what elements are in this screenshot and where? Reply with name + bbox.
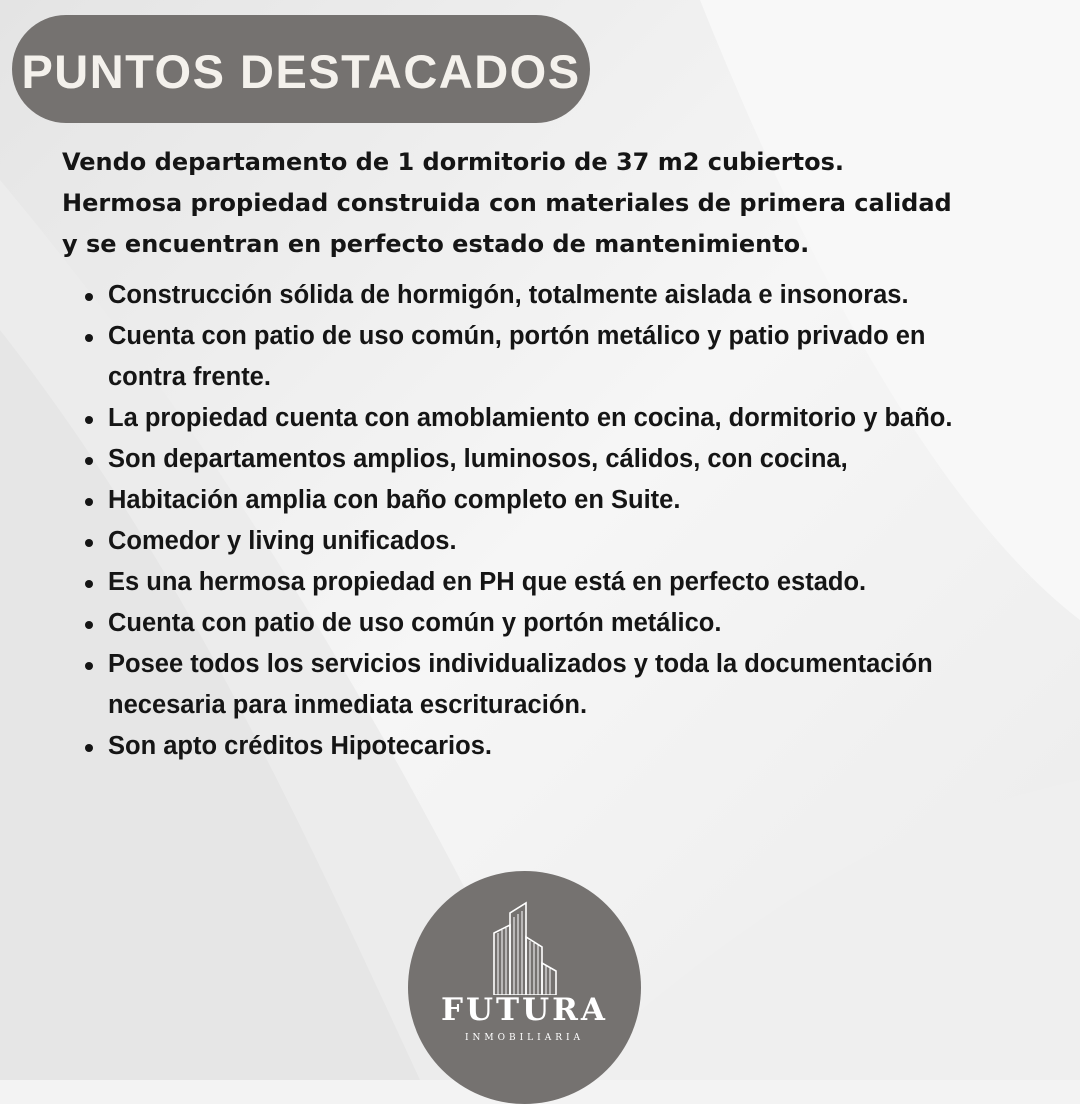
list-item: Posee todos los servicios individualizados y toda la documentación necesaria para inmediata escrituración. bbox=[108, 644, 1008, 726]
list-item: Cuenta con patio de uso común, portón metálico y patio privado en contra frente. bbox=[108, 316, 1008, 398]
intro-line: Hermosa propiedad construida con materiales de primera calidad bbox=[62, 189, 952, 217]
logo-name: FUTURA bbox=[441, 992, 608, 1028]
building-icon bbox=[492, 897, 558, 995]
page-title: PUNTOS DESTACADOS bbox=[21, 44, 581, 98]
header-banner bbox=[12, 15, 590, 123]
list-item: La propiedad cuenta con amoblamiento en cocina, dormitorio y baño. bbox=[108, 398, 1008, 439]
features-list bbox=[108, 275, 1008, 767]
list-item: Son departamentos amplios, luminosos, cálidos, con cocina, bbox=[108, 439, 1008, 480]
list-item: Cuenta con patio de uso común y portón metálico. bbox=[108, 603, 1008, 644]
list-item: Es una hermosa propiedad en PH que está en perfecto estado. bbox=[108, 562, 1008, 603]
intro-line: Vendo departamento de 1 dormitorio de 37 m2 cubiertos. bbox=[62, 148, 844, 176]
list-item: Comedor y living unificados. bbox=[108, 521, 1008, 562]
list-item: Habitación amplia con baño completo en Suite. bbox=[108, 480, 1008, 521]
logo-subtitle: INMOBILIARIA bbox=[464, 1033, 585, 1043]
list-item: Construcción sólida de hormigón, totalmente aislada e insonoras. bbox=[108, 275, 1008, 316]
list-item: Son apto créditos Hipotecarios. bbox=[108, 726, 1008, 767]
intro-line: y se encuentran en perfecto estado de mantenimiento. bbox=[62, 230, 810, 258]
intro-paragraph bbox=[62, 142, 1022, 265]
futura-logo bbox=[408, 871, 641, 1077]
